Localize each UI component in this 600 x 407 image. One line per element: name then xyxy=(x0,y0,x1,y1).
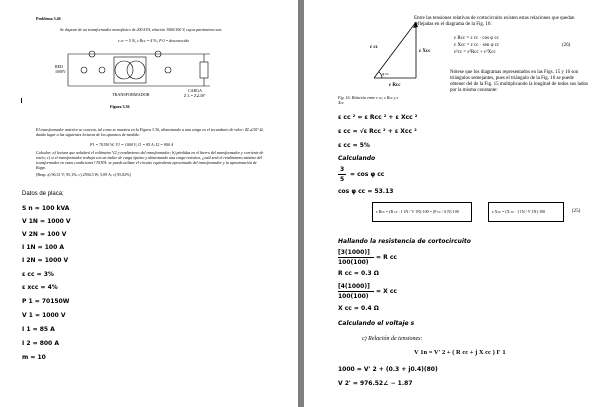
hallando-heading: Hallando la resistencia de cortocircuito xyxy=(338,238,471,245)
label-ercc: ε Rcc xyxy=(389,83,401,88)
label-phi: φ cc xyxy=(382,71,389,76)
eq25-number: (25) xyxy=(572,209,581,214)
datos-item: I 1 = 85 A xyxy=(22,326,55,333)
r-fraction-bar xyxy=(338,257,374,258)
datos-heading: Datos de placa; xyxy=(22,191,64,197)
cos-value: cos φ cc = 53.13 xyxy=(338,188,394,195)
datos-item: V 1 = 1000 V xyxy=(22,312,66,319)
figure-caption: Figura 3.36 xyxy=(110,104,130,109)
datos-item: I 1N = 100 A xyxy=(22,244,64,251)
label-red-voltage: 1000V xyxy=(55,69,66,74)
r-fraction-denominator: 100(100) xyxy=(338,259,369,266)
paragraph-relations: Entre las tensiones relativas de cortocircuito existen estas relaciones que quedan reflejadas en el diagrama de la Fig. 16: xyxy=(414,16,575,27)
datos-item: S n = 100 kVA xyxy=(22,205,70,212)
datos-item: P 1 = 70150W xyxy=(22,298,70,305)
eq26-line: ε²cc = ε²Rcc + ε²Xcc xyxy=(454,50,496,55)
paragraph-similar-triangles: Nótese que los diagramas representados en las Figs. 15 y 16 son triángulos semejantes, pues el triángulo de la Fig. 16 se puede obtener del de la Fig. 15 multiplicando la longitud de todos sus lados por la misma constante: xyxy=(450,70,588,93)
circuit-diagram xyxy=(54,46,224,100)
meter-readings: P1 = 70150 W; V1 = 1000 V; I1 = 85 A; I2 = 800 A xyxy=(90,142,174,147)
datos-item: m = 10 xyxy=(22,354,46,361)
formula-ecc-squared: ε cc ² = ε Rcc ² + ε Xcc ² xyxy=(338,114,418,121)
text-cursor xyxy=(21,98,22,103)
equation-substituted: 1000 = V' 2 + (0.3 + j0.4)(80) xyxy=(338,366,438,373)
label-carga: CARGA xyxy=(188,88,203,93)
fraction-denominator: 5 xyxy=(340,176,345,183)
right-document-page xyxy=(304,0,600,407)
x-fraction-bar xyxy=(338,291,374,292)
eq25-right: ε Xcc = (X cc · I 1N / V 1N)·100 xyxy=(492,209,546,214)
paragraph-questions: Calcular: a) lectura que señalará el voltímetro V2 y rendimiento del transformador; b) pérdidas en el hierro del transformador y corriente de vacío; c) si el transformador trabaja con un índice de carga óptimo y alimentando una carga resistiva, ¿cuál será el rendimiento máximo del transformador en estas condiciones? NOTA: se puede utilizar el circuito equivalente aproximado del transformador y la aproximación de Kapp. xyxy=(36,150,264,170)
datos-item: I 2 = 800 A xyxy=(22,340,59,347)
equation-result: V 2' = 976.52∠ − 1.87 xyxy=(338,380,413,387)
problem-title: Problema 3.46 xyxy=(36,16,61,21)
calculando-heading: Calculando xyxy=(338,155,376,162)
fraction-numerator: 3 xyxy=(340,166,345,173)
problem-statement: Se dispone de un transformador monofásico de 200 kVA, relación 1000/100 V, cuyos parámetros son: xyxy=(60,27,223,32)
x-fraction-numerator: [4(1000)] xyxy=(338,283,370,290)
eq25-left: ε Rcc = (R cc · I 1N / V 1N)·100 = (P cc / S N)·100 xyxy=(376,209,459,214)
eq26-line: ε Rcc = ε cc · cos φ cc xyxy=(454,36,499,41)
r-equation: = R cc xyxy=(376,254,397,261)
xcc-value: X cc = 0.4 Ω xyxy=(338,305,379,312)
datos-item: V 1N = 1000 V xyxy=(22,218,71,225)
formula-ecc-sqrt: ε cc = √ε Rcc ² + ε Xcc ² xyxy=(338,128,417,135)
eq26-number: (26) xyxy=(562,43,571,48)
formula-ecc-value: ε cc = 5% xyxy=(338,142,370,149)
x-equation: = X cc xyxy=(376,288,397,295)
label-transformer: TRANSFORMADOR xyxy=(112,92,150,97)
eq26-line: ε Xcc = ε cc · sen φ cc xyxy=(454,43,500,48)
rcc-value: R cc = 0.3 Ω xyxy=(338,270,379,277)
calc-voltaje-heading: Calculando el voltaje s xyxy=(338,320,415,327)
cos-equation: = cos φ cc xyxy=(350,171,385,178)
datos-item: I 2N = 1000 V xyxy=(22,257,69,264)
label-excc: ε Xcc xyxy=(419,49,431,54)
label-ecc: ε cc xyxy=(370,45,378,50)
r-fraction-numerator: [3(1000)] xyxy=(338,249,370,256)
vn-equation: V 1n = V' 2 + ( R cc + j X cc ) I' 1 xyxy=(414,349,506,356)
relacion-tensiones: c) Relación de tensiones: xyxy=(362,336,423,342)
fig16-caption: Fig. 16: Relación entre ε cc, ε Rcc y ε Xcc xyxy=(338,95,399,105)
datos-item: V 2N = 100 V xyxy=(22,231,67,238)
x-fraction-denominator: 100(100) xyxy=(338,293,369,300)
problem-params: ε cc = 5 %, ε Rcc = 4 %; P 0 = desconocido xyxy=(118,38,190,43)
label-zl: Z L = Z∠30° xyxy=(184,93,206,98)
paragraph-setup: El transformador anterior se conecta, tal como se muestra en la Figura 3.36, alimentando a una carga en el secundario de valor: ZL∠30° Ω, dando lugar a las siguientes lecturas de los aparatos de medida: xyxy=(36,127,264,137)
answers-line: [Resp. a) 96,31 V; 95,1%; c) 2594,5 W; 5,09 A; c) 95,82%] xyxy=(36,172,131,177)
fraction-bar xyxy=(338,174,346,175)
label-red: RED xyxy=(55,64,63,69)
left-document-page xyxy=(0,0,298,407)
datos-item: ε xcc = 4% xyxy=(22,284,58,291)
datos-item: ε cc = 3% xyxy=(22,271,54,278)
